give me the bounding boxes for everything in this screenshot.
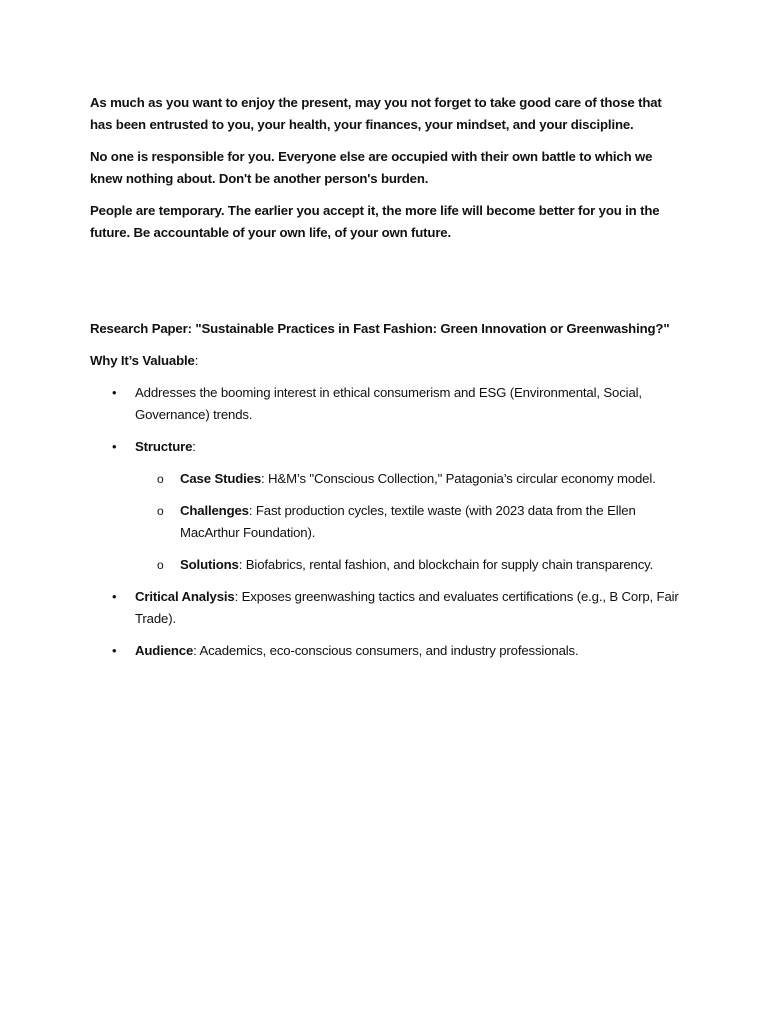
sub-item-label: Case Studies	[180, 471, 262, 486]
critical-analysis-label: Critical Analysis	[135, 589, 235, 604]
sub-item-label: Solutions	[180, 557, 239, 572]
sub-item-case-studies	[135, 468, 680, 490]
list-item-audience	[90, 640, 680, 662]
audience-label: Audience	[135, 643, 194, 658]
structure-colon: :	[192, 439, 196, 454]
sub-item-text: : H&M’s "Conscious Collection," Patagonia’s circular economy model.	[261, 471, 656, 486]
bullet-icon: •	[112, 589, 117, 604]
research-bullet-list	[90, 382, 680, 662]
sub-item-solutions	[135, 554, 680, 576]
intro-paragraph-1: As much as you want to enjoy the present, may you not forget to take good care of those that has been entrusted to you, your health, your finances, your mindset, and your discipline.	[90, 95, 662, 132]
critical-analysis-text: : Exposes greenwashing tactics and evaluates certifications (e.g., B Corp, Fair Trade).	[135, 589, 679, 626]
intro-paragraph-3: People are temporary. The earlier you accept it, the more life will become better for you in the future. Be accountable of your own life, of your own future.	[90, 203, 660, 240]
list-item-text: Addresses the booming interest in ethical consumerism and ESG (Environmental, Social, Governance) trends.	[135, 385, 642, 422]
audience-text: : Academics, eco-conscious consumers, and industry professionals.	[193, 643, 579, 658]
why-valuable-heading	[90, 350, 680, 372]
bullet-icon: •	[112, 385, 117, 400]
why-valuable-label: Why It’s Valuable	[90, 353, 195, 368]
why-valuable-colon: :	[194, 353, 199, 368]
list-item-structure	[90, 436, 680, 576]
list-item-addresses	[90, 382, 680, 426]
bullet-icon: •	[112, 439, 117, 454]
bullet-icon: •	[112, 643, 117, 658]
sub-item-text: : Fast production cycles, textile waste (with 2023 data from the Ellen MacArthur Foundation).	[180, 503, 636, 540]
structure-label: Structure	[135, 439, 193, 454]
sub-item-challenges	[135, 500, 680, 544]
sub-item-label: Challenges	[180, 503, 249, 518]
list-item-critical-analysis	[90, 586, 680, 630]
sub-bullet-icon: o	[157, 472, 164, 486]
spacer	[90, 254, 680, 318]
sub-item-text: : Biofabrics, rental fashion, and blockchain for supply chain transparency.	[238, 557, 654, 572]
research-title: Research Paper: "Sustainable Practices in Fast Fashion: Green Innovation or Greenwashing?"	[90, 321, 670, 336]
sub-bullet-icon: o	[157, 558, 164, 572]
sub-bullet-icon: o	[157, 504, 164, 518]
intro-paragraph-2: No one is responsible for you. Everyone else are occupied with their own battle to which we knew nothing about. Don't be another person's burden.	[90, 149, 653, 186]
document-page	[90, 92, 680, 672]
structure-sub-list	[135, 468, 680, 576]
